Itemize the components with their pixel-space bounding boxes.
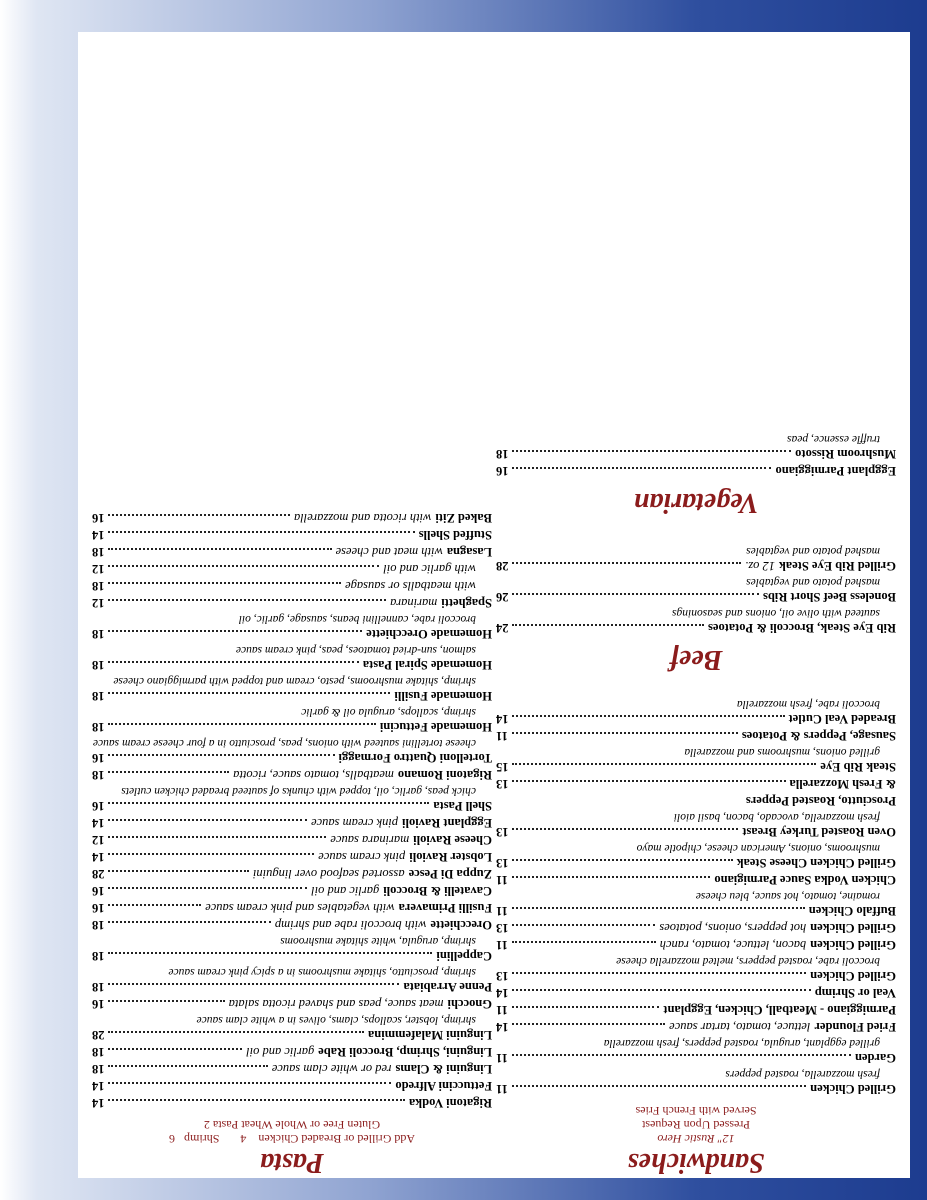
item-description: shrimp, arugula, white shitake mushrooms [280, 935, 476, 947]
pasta-list [92, 510, 492, 1110]
leader-dots [512, 876, 711, 878]
item-price: 18 [92, 689, 105, 703]
item-inline-desc: marinara sauce [330, 833, 410, 847]
item-price: 18 [92, 579, 105, 593]
menu-item [92, 767, 492, 782]
sandwiches-column [496, 432, 896, 1178]
menu-item [496, 728, 896, 743]
leader-dots [513, 715, 785, 717]
leader-dots [109, 630, 363, 632]
menu-item [92, 1027, 492, 1042]
item-name: Breaded Veal Cutlet [788, 712, 896, 726]
leader-dots [109, 531, 415, 533]
item-name: Oven Roasted Turkey Breast [742, 825, 896, 839]
pasta-column [92, 510, 492, 1178]
menu-item [92, 750, 492, 765]
item-price: 12 [92, 596, 105, 610]
item-name: Cappellini [436, 949, 492, 963]
item-inline-desc: with meat and cheese [335, 545, 443, 559]
item-price: 16 [92, 997, 105, 1011]
menu-item [92, 578, 492, 593]
item-price: 28 [92, 867, 105, 881]
item-price: 24 [496, 621, 509, 635]
leader-dots [109, 870, 249, 872]
item-inline-desc: with meatballs or sausage [345, 579, 476, 593]
leader-dots [109, 952, 433, 954]
item-name: Parmiggiano - Meatball, Chicken, Eggplant [663, 1003, 896, 1017]
item-inline-desc: 12 oz. [745, 559, 775, 573]
item-price: 18 [92, 918, 105, 932]
menu-item [496, 446, 896, 461]
leader-dots [513, 780, 786, 782]
leader-dots [513, 972, 807, 974]
menu-item [92, 996, 492, 1011]
item-inline-desc: with ricotta and mozzarella [293, 511, 432, 525]
item-name: Chicken Vodka Sauce Parmigiano [714, 873, 896, 887]
item-name: Homemade Spiral Pasta [362, 658, 492, 672]
item-price: 11 [496, 729, 508, 743]
item-inline-desc: marinara [390, 596, 438, 610]
menu-item [92, 979, 492, 994]
leader-dots [109, 692, 391, 694]
item-description: shrimp, shitake mushrooms, pesto, cream and topped with parmiggiano cheese [113, 675, 476, 687]
item-name: Eggplant Ravioli [402, 816, 492, 830]
item-name: Grilled Chicken [810, 938, 896, 952]
item-price: 14 [496, 712, 509, 726]
menu-item [496, 824, 896, 839]
item-name: Veal or Shrimp [814, 986, 896, 1000]
item-price: 18 [92, 1062, 105, 1076]
item-description: salmon, sun-dried tomatoes, peas, pink cream sauce [235, 644, 476, 656]
vegetarian-title: Vegetarian [633, 487, 759, 518]
menu-item [496, 759, 896, 774]
leader-dots [109, 904, 202, 906]
item-inline-desc: garlic and oil [311, 884, 380, 898]
item-name: Mushroom Rissoto [795, 447, 896, 461]
leader-dots [109, 754, 335, 756]
item-name: Linguini Malafemmina [368, 1028, 492, 1042]
item-inline-desc: lettuce, tomato, tartar sauce [669, 1020, 811, 1034]
item-description: mushrooms, onions, American cheese, chipotle mayo [636, 842, 880, 854]
item-description: broccoli rabe, cannellini beans, sausage, garlic, oil [238, 613, 476, 625]
leader-dots [513, 924, 656, 926]
item-price: 28 [92, 1028, 105, 1042]
menu-item [92, 815, 492, 830]
item-price: 15 [496, 760, 509, 774]
item-description: grilled onions, mushrooms and mozzarella [684, 746, 880, 758]
item-name: Garden [855, 1051, 896, 1065]
item-name: Penne Arrabiata [403, 980, 492, 994]
item-name: Rigatoni Vodka [408, 1096, 492, 1110]
leader-dots [513, 859, 733, 861]
pasta-add-2: Gluten Free or Whole Wheat Pasta 2 [203, 1118, 381, 1132]
leader-dots [109, 887, 308, 889]
menu-item [496, 872, 896, 887]
item-inline-desc: bacon, lettuce, tomato, ranch [659, 938, 807, 952]
leader-dots [512, 1054, 851, 1056]
menu-item [496, 920, 896, 935]
item-price: 13 [496, 856, 509, 870]
item-inline-desc: with vegetables and pink cream sauce [205, 901, 395, 915]
item-price: 26 [496, 590, 509, 604]
item-name: Orecchiette [430, 918, 492, 932]
leader-dots [513, 1023, 666, 1025]
item-name: & Fresh Mozzarella [789, 777, 896, 791]
item-price: 12 [92, 833, 105, 847]
menu-item [496, 620, 896, 635]
item-price: 18 [92, 1045, 105, 1059]
item-price: 13 [496, 777, 509, 791]
item-price: 11 [496, 873, 508, 887]
menu-item [496, 793, 896, 808]
item-price: 14 [496, 1020, 509, 1034]
leader-dots [109, 771, 230, 773]
item-name: Baked Ziti [435, 511, 492, 525]
item-name: Grilled Chicken [810, 921, 896, 935]
item-price: 12 [92, 562, 105, 576]
item-price: 11 [496, 904, 508, 918]
leader-dots [513, 624, 705, 626]
item-price: 16 [92, 751, 105, 765]
leader-dots [109, 723, 376, 725]
leader-dots [109, 1000, 225, 1002]
item-inline-desc: assorted seafood over linguini [252, 867, 405, 881]
item-price: 18 [92, 627, 105, 641]
item-name: Fried Flounder [814, 1020, 896, 1034]
leader-dots [109, 819, 308, 821]
item-description: grilled eggplant, arugula, roasted peppers, fresh mozzarella [603, 1037, 880, 1049]
leader-dots [109, 802, 430, 804]
leader-dots [109, 836, 327, 838]
menu-item [92, 866, 492, 881]
item-price: 11 [496, 1082, 508, 1096]
item-inline-desc: meatballs, tomato sauce, ricotta [233, 768, 394, 782]
item-name: Fusilli Primavera [398, 901, 492, 915]
item-name: Linguini & Clams [395, 1062, 492, 1076]
item-name: Homemade Fusilli [394, 689, 492, 703]
menu-item [496, 776, 896, 791]
leader-dots [109, 1082, 392, 1084]
item-name: Shell Pasta [433, 799, 492, 813]
item-price: 14 [92, 816, 105, 830]
menu-item [92, 1078, 492, 1093]
item-name: Grilled Rib Eye Steak [778, 559, 896, 573]
item-name: Steak Rib Eye [820, 760, 896, 774]
item-price: 14 [92, 850, 105, 864]
item-name: Sausage, Peppers & Potatoes [741, 729, 896, 743]
item-price: 14 [92, 1096, 105, 1110]
item-description: broccoli rabe, roasted peppers, melted mozzarella cheese [616, 955, 880, 967]
item-description: romaine, tomato, hot sauce, bleu cheese [695, 890, 880, 902]
menu-item [496, 1081, 896, 1096]
item-inline-desc: garlic and oil [246, 1045, 315, 1059]
menu-item [92, 1044, 492, 1059]
item-description: mashed potato and vegtables [746, 576, 880, 588]
item-price: 18 [92, 949, 105, 963]
menu-item [92, 832, 492, 847]
menu-item [496, 968, 896, 983]
menu-item [92, 948, 492, 963]
item-description: shrimp, scallops, arugula oil & garlic [301, 706, 476, 718]
menu-item [92, 798, 492, 813]
item-price: 14 [496, 986, 509, 1000]
leader-dots [109, 661, 359, 663]
item-price: 16 [496, 464, 509, 478]
leader-dots [512, 941, 656, 943]
menu-item [496, 1002, 896, 1017]
item-description: shrimp, prosciutto, shitake mushrooms in a spicy pink cream sauce [168, 966, 476, 978]
item-price: 16 [92, 511, 105, 525]
menu-item [92, 849, 492, 864]
item-name: Grilled Chicken Cheese Steak [736, 856, 896, 870]
item-price: 13 [496, 969, 509, 983]
item-name: Lobster Ravioli [409, 850, 492, 864]
item-price: 16 [92, 901, 105, 915]
vegetarian-list [496, 432, 896, 478]
menu-item [92, 595, 492, 610]
leader-dots [513, 467, 772, 469]
leader-dots [512, 1085, 806, 1087]
item-inline-desc: red or white clam sauce [271, 1062, 392, 1076]
menu-item [92, 527, 492, 542]
item-name: Rigatoni Romano [397, 768, 492, 782]
item-price: 14 [92, 528, 105, 542]
menu-item [92, 561, 492, 576]
leader-dots [109, 1031, 365, 1033]
menu-item [496, 589, 896, 604]
sandwiches-sub-1: 12" Rustic Hero [657, 1132, 735, 1146]
item-inline-desc: meat sauce, peas and shaved ricotta salata [228, 997, 444, 1011]
leader-dots [109, 983, 400, 985]
menu-item [92, 719, 492, 734]
leader-dots [513, 989, 811, 991]
item-name: Linguini, Shrimp, Broccoli Rabe [318, 1045, 492, 1059]
item-description: sauteed with olive oil, onions and seasonings [672, 607, 880, 619]
item-inline-desc: with garlic and oil [383, 562, 476, 576]
item-name: Homemade Orecchiette [366, 627, 492, 641]
item-name: Cavatelli & Broccoli [383, 884, 492, 898]
item-name: Grilled Chicken [810, 969, 896, 983]
menu-item [92, 544, 492, 559]
item-inline-desc: with broccoli rabe and shrimp [274, 918, 427, 932]
item-price: 14 [92, 1079, 105, 1093]
menu-item [496, 1019, 896, 1034]
leader-dots [109, 1048, 243, 1050]
item-price: 18 [496, 447, 509, 461]
item-price: 18 [92, 720, 105, 734]
menu-item [496, 1050, 896, 1065]
leader-dots [109, 1099, 405, 1101]
item-description: shrimp, lobster, scallops, clams, olives in a white clam sauce [196, 1014, 476, 1026]
item-name: Tortelloni Quattro Formaggi [338, 751, 492, 765]
leader-dots [109, 548, 332, 550]
menu-item [92, 510, 492, 525]
beef-title: Beef [669, 644, 723, 675]
leader-dots [512, 732, 738, 734]
item-inline-desc: hot peppers, onions, potatoes [659, 921, 807, 935]
leader-dots [512, 1006, 660, 1008]
menu-item [92, 917, 492, 932]
item-name: Buffalo Chicken [808, 904, 896, 918]
menu-item [92, 900, 492, 915]
leader-dots [513, 828, 739, 830]
item-name: Gnocchi [447, 997, 492, 1011]
leader-dots [512, 907, 805, 909]
item-name: Spaghetti [441, 596, 492, 610]
leader-dots [513, 450, 792, 452]
leader-dots [109, 565, 380, 567]
item-inline-desc: pink cream sauce [311, 816, 399, 830]
leader-dots [109, 582, 342, 584]
item-price: 13 [496, 825, 509, 839]
menu-item [92, 1095, 492, 1110]
item-description: truffle essence, peas [787, 433, 880, 445]
item-name: Cheese Ravioli [413, 833, 492, 847]
leader-dots [513, 593, 760, 595]
item-price: 11 [496, 1003, 508, 1017]
item-price: 16 [92, 884, 105, 898]
leader-dots [513, 763, 817, 765]
item-price: 18 [92, 768, 105, 782]
menu-item [92, 883, 492, 898]
leader-dots [109, 514, 290, 516]
sandwiches-sub-2: Pressed Upon Request [642, 1118, 750, 1132]
sandwiches-sub-3: Served with French Fries [635, 1104, 757, 1118]
menu-item [92, 626, 492, 641]
menu-item [496, 558, 896, 573]
item-price: 18 [92, 980, 105, 994]
item-name: Fettuccini Alfredo [395, 1079, 492, 1093]
menu-item [496, 937, 896, 952]
leader-dots [513, 562, 742, 564]
item-price: 13 [496, 921, 509, 935]
item-name: Homemade Fettucini [379, 720, 492, 734]
beef-list [496, 544, 896, 635]
leader-dots [109, 1065, 268, 1067]
item-inline-desc: pink cream sauce [318, 850, 406, 864]
item-price: 11 [496, 1051, 508, 1065]
menu-item [496, 711, 896, 726]
item-description: fresh mozzarella, roasted peppers [725, 1068, 880, 1080]
leader-dots [109, 921, 271, 923]
menu-item [496, 985, 896, 1000]
item-name: Prosciutto, Roasted Peppers [745, 794, 896, 808]
item-name: Zuppa Di Pesce [408, 867, 492, 881]
item-price: 28 [496, 559, 509, 573]
pasta-add-1: Add Grilled or Breaded Chicken 4 Shrimp 6 [169, 1132, 415, 1146]
item-description: chick peas, garlic, oil, topped with chunks of sauteed breaded chicken cutlets [121, 785, 476, 797]
item-description: mashed potato and vegtables [746, 545, 880, 557]
sandwiches-list [496, 697, 896, 1096]
menu-item [496, 463, 896, 478]
pasta-title: Pasta [260, 1147, 324, 1178]
item-name: Rib Eye Steak, Broccoli & Potatoes [708, 621, 896, 635]
item-description: fresh mozzarella, avocado, bacon, basil aioli [673, 811, 880, 823]
item-name: Grilled Chicken [810, 1082, 896, 1096]
menu-item [496, 903, 896, 918]
menu-sheet [78, 32, 910, 1178]
sandwiches-title: Sandwiches [627, 1147, 765, 1178]
item-price: 18 [92, 658, 105, 672]
item-name: Boneless Beef Short Ribs [763, 590, 896, 604]
menu-item [92, 657, 492, 672]
item-price: 11 [496, 938, 508, 952]
menu-item [92, 1061, 492, 1076]
item-name: Eggplant Parmiggiano [775, 464, 896, 478]
item-description: cheese tortellini sauteed with onions, peas, prosciutto in a four cheese cream sauce [92, 737, 476, 749]
item-name: Lasagna [446, 545, 492, 559]
item-description: broccoli rabe, fresh mozzarella [736, 698, 880, 710]
menu-item [496, 855, 896, 870]
item-price: 16 [92, 799, 105, 813]
item-name: Stuffed Shells [418, 528, 492, 542]
leader-dots [109, 853, 315, 855]
leader-dots [109, 599, 387, 601]
menu-item [92, 688, 492, 703]
item-price: 18 [92, 545, 105, 559]
